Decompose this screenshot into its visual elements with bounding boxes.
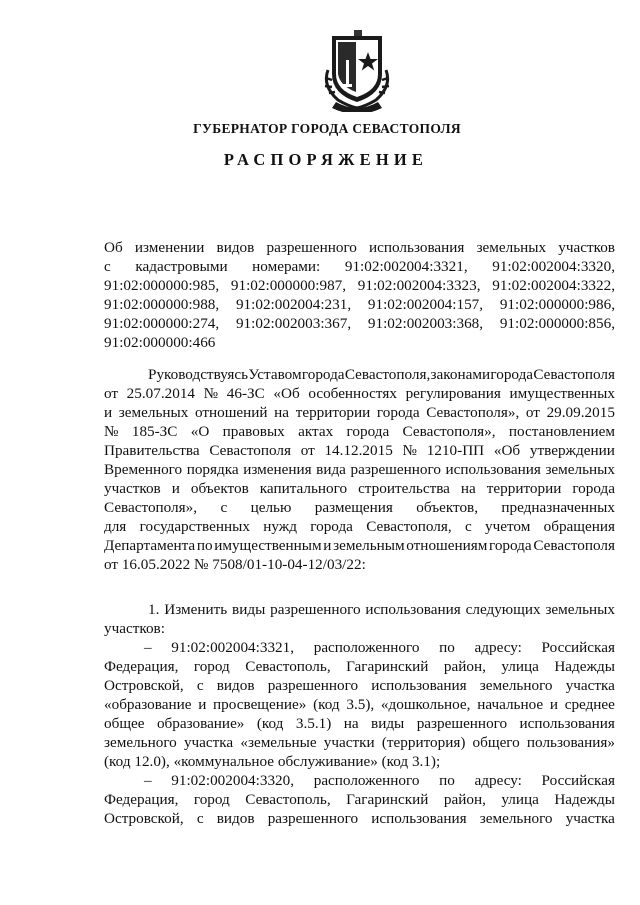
word: города bbox=[488, 537, 532, 554]
word: территории bbox=[486, 480, 562, 497]
word: разрешенного bbox=[267, 810, 359, 827]
word: Временного bbox=[104, 461, 183, 478]
word: Руководствуясь bbox=[148, 366, 249, 383]
word: по bbox=[439, 772, 455, 789]
word: 91:02:002003:368, bbox=[367, 315, 484, 332]
word: объектов, bbox=[416, 499, 479, 516]
word: имущественным bbox=[214, 537, 322, 554]
word: 185-ЗС bbox=[131, 423, 178, 440]
word: использования bbox=[371, 677, 467, 694]
word: вида bbox=[316, 461, 346, 478]
word: с bbox=[464, 518, 472, 535]
word: правовых bbox=[222, 423, 285, 440]
word: обращения bbox=[543, 518, 615, 535]
word: участков bbox=[104, 480, 161, 497]
clause-line bbox=[104, 657, 615, 676]
word: разрешенного bbox=[266, 239, 357, 256]
word: по bbox=[196, 537, 213, 554]
word: города bbox=[572, 480, 615, 497]
word: Островской, bbox=[104, 810, 184, 827]
word: 91:02:000000:987, bbox=[230, 277, 347, 294]
word: земельных bbox=[545, 461, 615, 478]
word: улица bbox=[501, 791, 539, 808]
word: использования bbox=[445, 461, 541, 478]
word: Севастополя bbox=[533, 537, 615, 554]
word: постановлением bbox=[508, 423, 615, 440]
word: 91:02:000000:988, bbox=[104, 296, 220, 313]
word: начальное bbox=[477, 696, 544, 713]
clause-line bbox=[104, 695, 615, 714]
word: земельных bbox=[476, 239, 547, 256]
word: «Об bbox=[493, 442, 521, 459]
word: использования bbox=[371, 810, 467, 827]
word: разрешенного bbox=[270, 601, 361, 618]
word: разрешенного bbox=[267, 677, 359, 694]
preamble-line bbox=[104, 403, 615, 422]
word: виды bbox=[371, 715, 405, 732]
word: видов bbox=[216, 239, 255, 256]
word: 91:02:000000:985, bbox=[104, 277, 220, 294]
word: 3.5), bbox=[346, 696, 375, 713]
word: 1210-ПП bbox=[426, 442, 485, 459]
word: Федерация, bbox=[104, 658, 179, 675]
preamble-line bbox=[104, 365, 615, 384]
word: район, bbox=[443, 791, 486, 808]
word: Об bbox=[104, 239, 123, 256]
word: № bbox=[203, 385, 219, 402]
word: 14.12.2015 bbox=[324, 442, 393, 459]
word: 91:02:002004:3321, bbox=[344, 258, 468, 275]
word: использования bbox=[369, 239, 465, 256]
word: Севастополя, bbox=[344, 366, 431, 383]
word: общее bbox=[104, 715, 145, 732]
word: среднее bbox=[564, 696, 615, 713]
word: города bbox=[301, 366, 345, 383]
subject-line bbox=[104, 238, 615, 257]
word: Севастополь, bbox=[245, 658, 331, 675]
word: целью bbox=[250, 499, 292, 516]
word: и bbox=[171, 480, 180, 497]
word: 25.07.2014 bbox=[126, 385, 196, 402]
clause-line bbox=[104, 809, 615, 828]
coat-of-arms-icon bbox=[318, 30, 408, 112]
word: земельных bbox=[545, 601, 615, 618]
word: Надежды bbox=[554, 791, 615, 808]
word: и bbox=[198, 696, 207, 713]
preamble-line bbox=[104, 441, 615, 460]
clause-1 bbox=[104, 600, 615, 828]
word: 91:02:002003:367, bbox=[235, 315, 352, 332]
word: «образование bbox=[104, 696, 192, 713]
word: на bbox=[343, 715, 359, 732]
word: капитального bbox=[259, 480, 348, 497]
word: участка bbox=[565, 677, 615, 694]
word: Севастополя», bbox=[402, 423, 496, 440]
preamble-line bbox=[104, 498, 615, 517]
word: строительства bbox=[358, 480, 450, 497]
word: объектов bbox=[190, 480, 249, 497]
word: размещения bbox=[314, 499, 393, 516]
word: учетом bbox=[485, 518, 531, 535]
word: расположенного bbox=[313, 639, 420, 656]
subject-line bbox=[104, 257, 615, 276]
word: с bbox=[196, 677, 204, 694]
word: участки bbox=[323, 734, 375, 751]
word: расположенного bbox=[313, 772, 420, 789]
word: – bbox=[144, 772, 152, 789]
word: 3.5.1) bbox=[295, 715, 332, 732]
word: и bbox=[549, 696, 558, 713]
word: Островской, bbox=[104, 677, 184, 694]
word: 91:02:002004:157, bbox=[367, 296, 484, 313]
word: и bbox=[323, 537, 332, 554]
word: порядка bbox=[186, 461, 239, 478]
word: по bbox=[439, 639, 455, 656]
word: нужд bbox=[263, 518, 297, 535]
word: на bbox=[274, 404, 290, 421]
word: 91:02:002004:231, bbox=[235, 296, 352, 313]
word: (код bbox=[256, 715, 284, 732]
word: Департамента bbox=[104, 537, 196, 554]
clause-line: участков: bbox=[104, 620, 165, 637]
word: Севастополь, bbox=[245, 791, 331, 808]
word: отношений bbox=[194, 404, 268, 421]
word: города bbox=[490, 366, 534, 383]
preamble-line bbox=[104, 479, 615, 498]
word: Севастополя», bbox=[104, 499, 198, 516]
word: виды bbox=[232, 601, 266, 618]
word: участков bbox=[558, 239, 615, 256]
word: земельного bbox=[479, 677, 553, 694]
word: Уставом bbox=[248, 366, 302, 383]
preamble-line bbox=[104, 536, 615, 555]
word: (код bbox=[313, 696, 340, 713]
preamble-line bbox=[104, 517, 615, 536]
word: с bbox=[220, 499, 228, 516]
word: «земельные bbox=[240, 734, 317, 751]
word: Севастополя, bbox=[366, 518, 452, 535]
word: Правительства bbox=[104, 442, 200, 459]
word: использования bbox=[365, 601, 461, 618]
word: для bbox=[104, 518, 127, 535]
word: пользования» bbox=[526, 734, 615, 751]
word: Севастополя bbox=[533, 366, 615, 383]
word: кадастровыми bbox=[135, 258, 228, 275]
preamble-line: от 16.05.2022 № 7508/01-10-04-12/03/22: bbox=[104, 556, 366, 573]
word: номерами: bbox=[252, 258, 321, 275]
word: земельным bbox=[333, 537, 405, 554]
word: (территория) bbox=[381, 734, 466, 751]
word: регулирования bbox=[405, 385, 501, 402]
word: 29.09.2015 bbox=[546, 404, 615, 421]
subject-line bbox=[104, 295, 615, 314]
word: адресу: bbox=[474, 639, 522, 656]
word: следующих bbox=[465, 601, 541, 618]
word: Российская bbox=[541, 639, 615, 656]
word: разрешенного bbox=[350, 461, 441, 478]
word: от bbox=[104, 385, 119, 402]
word: «О bbox=[190, 423, 210, 440]
word: от bbox=[300, 442, 315, 459]
word: район, bbox=[443, 658, 486, 675]
word: 46-ЗС bbox=[226, 385, 265, 402]
word: утверждении bbox=[529, 442, 615, 459]
word: земельного bbox=[104, 734, 177, 751]
word: Изменить bbox=[164, 601, 228, 618]
word: 1. bbox=[148, 601, 160, 618]
word: с bbox=[196, 810, 204, 827]
word: видов bbox=[216, 810, 255, 827]
preamble-line bbox=[104, 422, 615, 441]
word: 91:02:002004:3320, bbox=[492, 258, 615, 275]
word: имущественных bbox=[509, 385, 615, 402]
word: Российская bbox=[541, 772, 615, 789]
preamble-line bbox=[104, 460, 615, 479]
word: просвещение» bbox=[213, 696, 307, 713]
word: 91:02:000000:274, bbox=[104, 315, 220, 332]
word: и bbox=[104, 404, 113, 421]
word: № bbox=[104, 423, 119, 440]
word: законами bbox=[430, 366, 491, 383]
word: города bbox=[346, 423, 390, 440]
word: изменения bbox=[243, 461, 312, 478]
word: 91:02:002004:3322, bbox=[492, 277, 615, 294]
word: от bbox=[525, 404, 540, 421]
word: Федерация, bbox=[104, 791, 179, 808]
word: на bbox=[460, 480, 476, 497]
clause-line: (код 12.0), «коммунальное обслуживание» (код 3.1); bbox=[104, 753, 441, 770]
word: разрешенного bbox=[416, 715, 508, 732]
word: актах bbox=[298, 423, 334, 440]
word: общего bbox=[472, 734, 520, 751]
word: 91:02:000000:986, bbox=[499, 296, 615, 313]
clause-line bbox=[104, 638, 615, 657]
word: 91:02:002004:3321, bbox=[171, 639, 295, 656]
word: № bbox=[402, 442, 418, 459]
word: использования bbox=[519, 715, 615, 732]
subject-block bbox=[104, 238, 615, 352]
word: Севастополя bbox=[209, 442, 291, 459]
word: отношениям bbox=[406, 537, 488, 554]
word: «дошкольное, bbox=[380, 696, 471, 713]
word: Севастополя», bbox=[426, 404, 520, 421]
word: город bbox=[193, 658, 230, 675]
word: города bbox=[310, 518, 353, 535]
word: Гагаринский bbox=[346, 658, 429, 675]
word: видов bbox=[216, 677, 255, 694]
preamble-paragraph bbox=[104, 365, 615, 574]
document-type-title: РАСПОРЯЖЕНИЕ bbox=[223, 150, 429, 169]
clause-line bbox=[104, 676, 615, 695]
clause-line bbox=[104, 600, 615, 619]
word: земельного bbox=[479, 810, 553, 827]
preamble-line bbox=[104, 384, 615, 403]
word: 91:02:000000:856, bbox=[499, 315, 615, 332]
word: изменении bbox=[134, 239, 205, 256]
issuing-authority: ГУБЕРНАТОР ГОРОДА СЕВАСТОПОЛЯ bbox=[193, 121, 461, 136]
word: земельных bbox=[118, 404, 189, 421]
subject-line bbox=[104, 276, 615, 295]
clause-line bbox=[104, 714, 615, 733]
word: Гагаринский bbox=[346, 791, 429, 808]
clause-line bbox=[104, 790, 615, 809]
word: участка bbox=[183, 734, 234, 751]
word: предназначенных bbox=[501, 499, 615, 516]
word: «Об bbox=[273, 385, 300, 402]
word: территории bbox=[295, 404, 371, 421]
clause-line bbox=[104, 733, 615, 752]
word: 91:02:002004:3320, bbox=[171, 772, 295, 789]
word: города bbox=[376, 404, 420, 421]
word: образование» bbox=[156, 715, 245, 732]
word: особенностях bbox=[308, 385, 397, 402]
word: улица bbox=[501, 658, 539, 675]
word: город bbox=[193, 791, 230, 808]
word: участка bbox=[565, 810, 615, 827]
word: государственных bbox=[139, 518, 250, 535]
word: – bbox=[144, 639, 152, 656]
subject-line: 91:02:000000:466 bbox=[104, 334, 216, 351]
word: Надежды bbox=[554, 658, 615, 675]
clause-line bbox=[104, 771, 615, 790]
word: 91:02:002004:3323, bbox=[357, 277, 481, 294]
word: с bbox=[104, 258, 111, 275]
word: адресу: bbox=[474, 772, 522, 789]
subject-line bbox=[104, 314, 615, 333]
